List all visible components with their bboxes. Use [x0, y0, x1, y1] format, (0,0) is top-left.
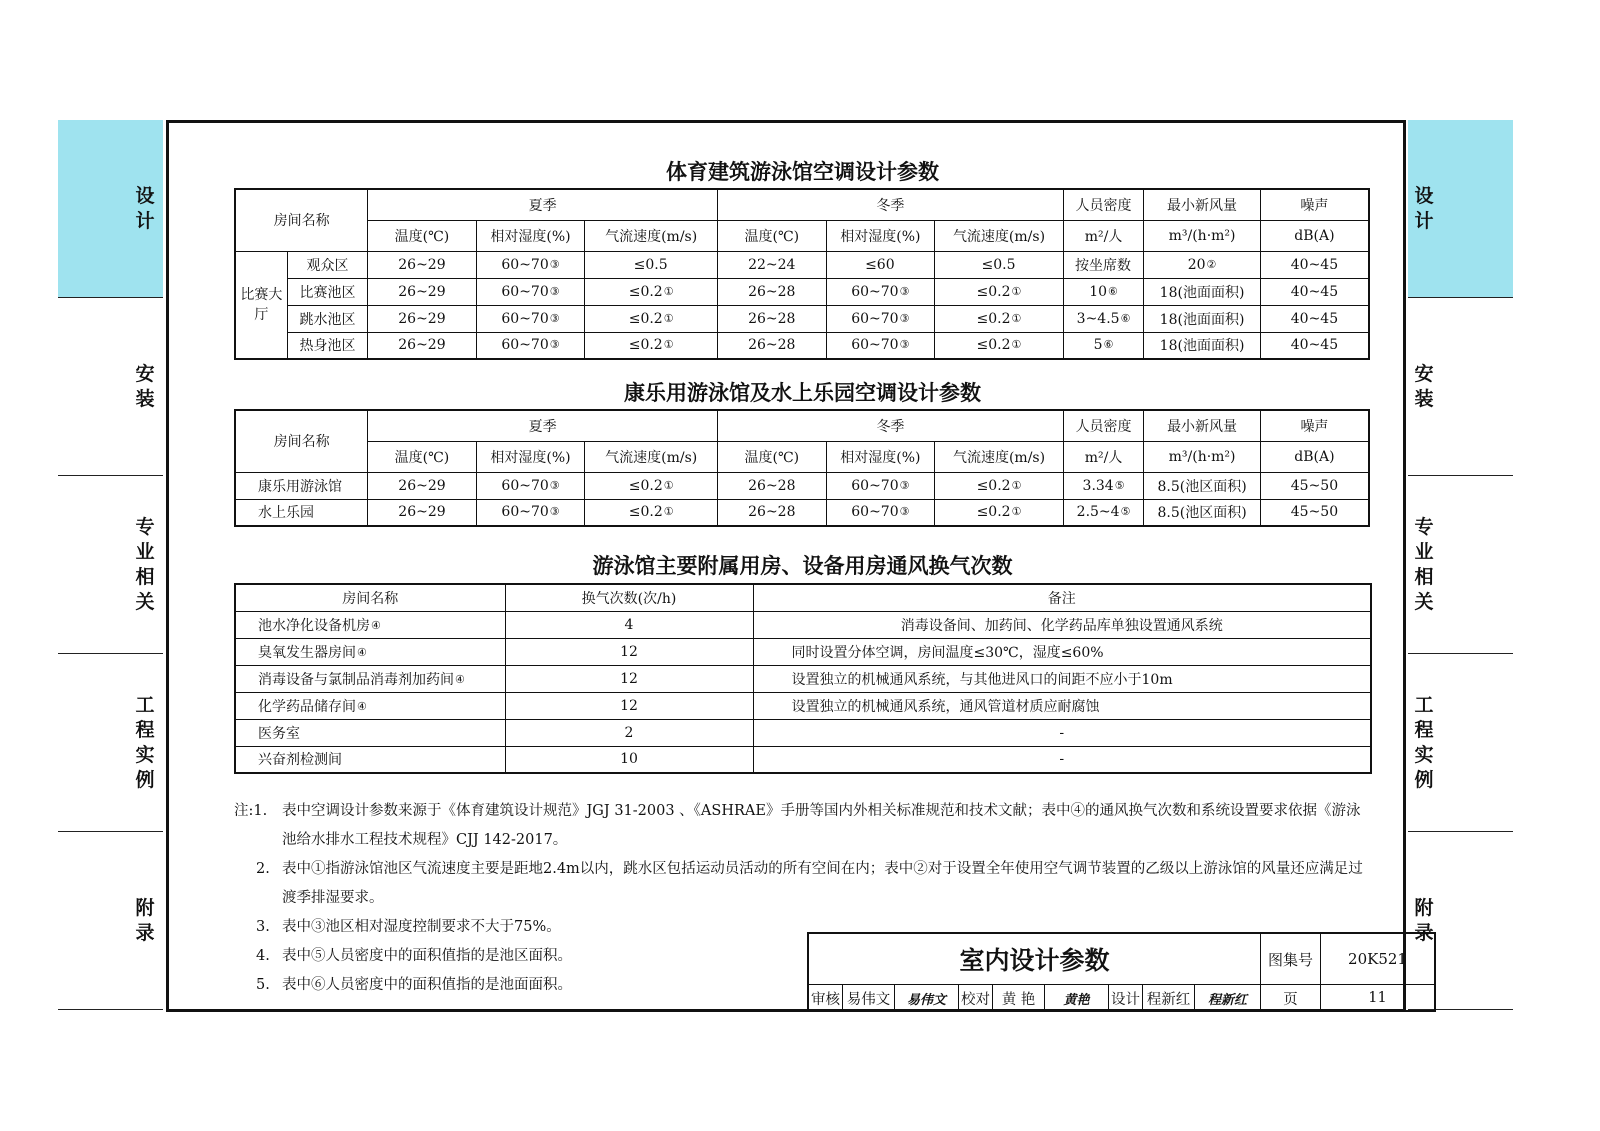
nav-section-design[interactable]	[1408, 120, 1513, 298]
room-name	[235, 746, 505, 773]
value: 60~70	[851, 504, 899, 521]
value: ≤0.2	[628, 283, 663, 300]
header-room-name: 房间名称	[235, 189, 368, 251]
table-row	[235, 638, 1371, 665]
value: 臭氧发生器房间	[258, 644, 356, 661]
nav-label: 专业相关	[135, 515, 155, 613]
header-room-name: 房间名称	[235, 410, 368, 472]
cell	[1063, 332, 1143, 359]
table-row	[235, 278, 1369, 305]
table-row	[235, 332, 1369, 359]
header-fresh-unit: m³/(h·m²)	[1144, 220, 1261, 251]
note-mark: ①	[1011, 478, 1022, 492]
value: 10	[1089, 283, 1108, 300]
table2-title: 康乐用游泳馆及水上乐园空调设计参数	[624, 381, 981, 405]
note-mark: ③	[899, 478, 910, 492]
cell	[1144, 499, 1261, 526]
cell: 45~50	[1260, 472, 1369, 499]
room-name	[235, 638, 505, 665]
room-name	[235, 692, 505, 719]
header-rh: 相对湿度(%)	[826, 441, 935, 472]
nav-label: 设计	[1414, 184, 1434, 232]
value: 池水净化设备机房	[258, 617, 370, 634]
cell: -	[753, 719, 1371, 746]
header-temp: 温度(℃)	[368, 441, 477, 472]
designer-name: 程新红	[1143, 984, 1195, 1012]
note-mark: ⑥	[1103, 338, 1114, 352]
header-density: 人员密度	[1063, 189, 1143, 220]
cell: 40~45	[1260, 305, 1369, 332]
cell: 26~29	[368, 472, 477, 499]
value-suffix: (池区面积)	[1179, 478, 1247, 495]
header-winter: 冬季	[718, 189, 1064, 220]
note-mark: ①	[663, 478, 674, 492]
note-number: 注:1.	[234, 803, 268, 819]
value: ≤0.2	[628, 310, 663, 327]
note-mark: ①	[1011, 338, 1022, 352]
cell	[1144, 472, 1261, 499]
room-name: 康乐用游泳馆	[235, 472, 368, 499]
value: ≤0.2	[976, 337, 1011, 354]
nav-label: 附录	[1414, 896, 1434, 944]
reviewer-name: 易伟文	[843, 984, 895, 1012]
header-speed: 气流速度(m/s)	[585, 441, 718, 472]
header-noise-unit: dB(A)	[1260, 441, 1369, 472]
check-label: 校对	[959, 984, 993, 1012]
cell: 45~50	[1260, 499, 1369, 526]
table-leisure-pool	[234, 409, 1370, 527]
room-name: 观众区	[287, 251, 367, 278]
value: ≤60	[865, 256, 895, 273]
value: 60~70	[501, 337, 549, 354]
note-mark: ①	[1011, 505, 1022, 519]
note-mark: ③	[549, 338, 560, 352]
note-item	[234, 855, 1374, 913]
header-speed: 气流速度(m/s)	[585, 220, 718, 251]
design-label: 设计	[1109, 984, 1143, 1012]
cell: 40~45	[1260, 251, 1369, 278]
value: ≤0.2	[628, 504, 663, 521]
header-rh: 相对湿度(%)	[476, 441, 585, 472]
header-noise: 噪声	[1260, 410, 1369, 441]
value: 3.34	[1082, 477, 1114, 494]
header-speed: 气流速度(m/s)	[935, 441, 1064, 472]
cell: 40~45	[1260, 332, 1369, 359]
value: ≤0.2	[628, 337, 663, 354]
cell	[476, 499, 585, 526]
header-air-change: 换气次数(次/h)	[505, 584, 753, 611]
cell	[826, 305, 935, 332]
cell	[935, 472, 1064, 499]
title-block-top-row	[809, 934, 1434, 985]
cell	[476, 251, 585, 278]
value: 8.5	[1157, 505, 1180, 522]
note-mark: ②	[1206, 257, 1217, 271]
cell: 26~29	[368, 332, 477, 359]
nav-label: 附录	[135, 896, 155, 944]
designer-signature: 程新红	[1195, 984, 1261, 1012]
room-name	[235, 611, 505, 638]
cell	[826, 499, 935, 526]
review-label: 审核	[809, 984, 843, 1012]
note-mark: ③	[549, 257, 560, 271]
page-number: 11	[1368, 990, 1387, 1006]
cell	[585, 332, 718, 359]
header-temp: 温度(℃)	[718, 220, 827, 251]
value: 60~70	[501, 310, 549, 327]
cell	[935, 251, 1064, 278]
value: 按坐席数	[1075, 257, 1132, 274]
note-number: 5.	[256, 977, 270, 993]
header-noise: 噪声	[1260, 189, 1369, 220]
nav-section-install[interactable]	[58, 298, 163, 476]
nav-label: 安装	[135, 362, 155, 410]
cell: 12	[505, 638, 753, 665]
room-name: 比赛池区	[287, 278, 367, 305]
nav-section-examples[interactable]	[1408, 654, 1513, 832]
value: ≤0.5	[633, 256, 668, 273]
cell	[935, 332, 1064, 359]
note-mark: ③	[549, 505, 560, 519]
table-row	[235, 719, 1371, 746]
cell: 消毒设备间、加药间、化学药品库单独设置通风系统	[753, 611, 1371, 638]
header-temp: 温度(℃)	[718, 441, 827, 472]
cell	[585, 305, 718, 332]
cell	[476, 472, 585, 499]
value: 化学药品储存间	[258, 698, 356, 715]
header-winter: 冬季	[718, 410, 1064, 441]
header-fresh-unit: m³/(h·m²)	[1144, 441, 1261, 472]
note-text: 表中⑤人员密度中的面积值指的是池区面积。	[282, 948, 572, 964]
table-row	[235, 746, 1371, 773]
value: 60~70	[851, 477, 899, 494]
note-mark: ①	[1011, 284, 1022, 298]
value: 18	[1159, 311, 1178, 328]
note-mark: ①	[663, 284, 674, 298]
note-mark: ③	[549, 311, 560, 325]
header-density: 人员密度	[1063, 410, 1143, 441]
header-fresh-air: 最小新风量	[1144, 410, 1261, 441]
nav-label: 设计	[135, 184, 155, 232]
cell	[935, 305, 1064, 332]
cell: 22~24	[718, 251, 827, 278]
note-mark: ③	[899, 311, 910, 325]
value: 60~70	[851, 310, 899, 327]
value: 60~70	[501, 504, 549, 521]
table-row	[235, 472, 1369, 499]
cell	[1144, 278, 1261, 305]
table-stadium-pool	[234, 188, 1370, 360]
cell	[476, 305, 585, 332]
note-mark: ⑤	[1114, 478, 1125, 492]
room-name: 水上乐园	[235, 499, 368, 526]
note-mark: ⑥	[1108, 284, 1118, 298]
nav-label: 安装	[1414, 362, 1434, 410]
note-mark: ③	[899, 284, 910, 298]
cell	[585, 278, 718, 305]
note-mark: ③	[899, 505, 910, 519]
note-mark: ④	[371, 618, 381, 632]
checker-signature: 黄艳	[1045, 984, 1109, 1012]
cell	[1063, 251, 1143, 278]
header-rh: 相对湿度(%)	[476, 220, 585, 251]
value: 8.5	[1157, 478, 1180, 495]
note-mark: ⑤	[1120, 505, 1131, 519]
table3-title: 游泳馆主要附属用房、设备用房通风换气次数	[592, 554, 1013, 578]
cell	[826, 332, 935, 359]
group-label: 比赛大厅	[235, 251, 287, 359]
cell	[826, 251, 935, 278]
note-mark: ⑥	[1120, 311, 1131, 325]
nav-section-examples[interactable]	[58, 654, 163, 832]
value: ≤0.2	[976, 504, 1011, 521]
value: 3~4.5	[1076, 310, 1120, 327]
room-name	[235, 665, 505, 692]
table-row	[235, 499, 1369, 526]
room-name: 跳水池区	[287, 305, 367, 332]
value: ≤0.2	[976, 283, 1011, 300]
cell: 设置独立的机械通风系统，通风管道材质应耐腐蚀	[753, 692, 1371, 719]
header-temp: 温度(℃)	[368, 220, 477, 251]
note-mark: ③	[549, 478, 560, 492]
cell	[826, 278, 935, 305]
cell: 26~29	[368, 305, 477, 332]
value: 60~70	[851, 283, 899, 300]
table-row	[235, 692, 1371, 719]
cell	[935, 278, 1064, 305]
header-rh: 相对湿度(%)	[826, 220, 935, 251]
room-name: 热身池区	[287, 332, 367, 359]
note-mark: ④	[357, 645, 367, 659]
note-number: 3.	[256, 919, 270, 935]
header-speed: 气流速度(m/s)	[935, 220, 1064, 251]
nav-section-install[interactable]	[1408, 298, 1513, 476]
value: ≤0.2	[976, 477, 1011, 494]
header-room-name: 房间名称	[235, 584, 505, 611]
note-mark: ④	[357, 699, 367, 713]
title-block-bottom-row	[809, 984, 1434, 1012]
cell	[585, 499, 718, 526]
note-text: 表中③池区相对湿度控制要求不大于75%。	[282, 919, 561, 935]
table-row	[235, 611, 1371, 638]
cell	[476, 332, 585, 359]
cell	[1144, 251, 1261, 278]
note-mark: ①	[663, 505, 674, 519]
header-remark: 备注	[753, 584, 1371, 611]
cell: 2	[505, 719, 753, 746]
cell: 同时设置分体空调，房间温度≤30℃，湿度≤60%	[753, 638, 1371, 665]
cell: -	[753, 746, 1371, 773]
atlas-number: 20K521	[1348, 950, 1407, 968]
cell: 26~28	[718, 499, 827, 526]
value: 5	[1093, 337, 1103, 354]
value-suffix: (池区面积)	[1179, 505, 1247, 522]
cell	[1063, 278, 1143, 305]
value-suffix: (池面面积)	[1177, 284, 1245, 301]
value: 18	[1159, 284, 1178, 301]
note-item	[234, 797, 1374, 855]
cell	[1144, 332, 1261, 359]
room-name	[235, 719, 505, 746]
cell: 设置独立的机械通风系统，与其他进风口的间距不应小于10m	[753, 665, 1371, 692]
value: 60~70	[501, 283, 549, 300]
cell: 10	[505, 746, 753, 773]
cell	[585, 472, 718, 499]
nav-label: 工程实例	[1414, 693, 1434, 791]
note-number: 4.	[256, 948, 270, 964]
cell: 26~28	[718, 472, 827, 499]
value: 20	[1187, 256, 1206, 273]
note-mark: ③	[549, 284, 560, 298]
cell: 26~28	[718, 305, 827, 332]
nav-section-related[interactable]	[1408, 476, 1513, 654]
note-mark: ④	[455, 672, 465, 686]
note-text: 表中⑥人员密度中的面积值指的是池面面积。	[282, 977, 572, 993]
title-block	[807, 932, 1436, 1012]
value: 18	[1159, 338, 1178, 355]
note-mark: ③	[899, 338, 910, 352]
note-text: 表中空调设计参数来源于《体育建筑设计规范》JGJ 31-2003 、《ASHRAE》手册等国内外相关标准规范和技术文献；表中④的通风换气次数和系统设置要求依据《游泳池给水排水工程技术规程》CJJ 142-2017。	[282, 803, 1361, 848]
value: 60~70	[501, 256, 549, 273]
cell	[1063, 499, 1143, 526]
cell: 26~29	[368, 499, 477, 526]
value: ≤0.5	[981, 256, 1016, 273]
value: 兴奋剂检测间	[258, 752, 342, 769]
header-summer: 夏季	[368, 189, 718, 220]
header-noise-unit: dB(A)	[1260, 220, 1369, 251]
cell: 12	[505, 692, 753, 719]
cell: 12	[505, 665, 753, 692]
cell	[1063, 305, 1143, 332]
header-density-unit: m²/人	[1063, 220, 1143, 251]
nav-section-appendix[interactable]	[58, 832, 163, 1010]
nav-section-design[interactable]	[58, 120, 163, 298]
atlas-label: 图集号	[1261, 934, 1321, 984]
table-ventilation	[234, 583, 1372, 774]
nav-label: 专业相关	[1414, 515, 1434, 613]
value: 医务室	[258, 725, 300, 742]
table-row	[235, 305, 1369, 332]
cell	[1144, 305, 1261, 332]
cell: 26~29	[368, 251, 477, 278]
table-row	[235, 665, 1371, 692]
note-number: 2.	[256, 861, 270, 877]
table-row	[235, 251, 1369, 278]
checker-name: 黄 艳	[993, 984, 1045, 1012]
value: ≤0.2	[976, 310, 1011, 327]
value-suffix: (池面面积)	[1177, 338, 1245, 355]
reviewer-signature: 易伟文	[895, 984, 959, 1012]
header-fresh-air: 最小新风量	[1144, 189, 1261, 220]
value: 60~70	[851, 337, 899, 354]
value-suffix: (池面面积)	[1177, 311, 1245, 328]
note-mark: ①	[663, 338, 674, 352]
cell	[935, 499, 1064, 526]
table1-title: 体育建筑游泳馆空调设计参数	[666, 160, 939, 184]
drawing-title: 室内设计参数	[809, 934, 1261, 984]
nav-section-related[interactable]	[58, 476, 163, 654]
cell	[826, 472, 935, 499]
cell: 4	[505, 611, 753, 638]
header-density-unit: m²/人	[1063, 441, 1143, 472]
cell	[585, 251, 718, 278]
cell	[1063, 472, 1143, 499]
page-label: 页	[1261, 984, 1321, 1012]
cell: 26~28	[718, 278, 827, 305]
value: ≤0.2	[628, 477, 663, 494]
value: 消毒设备与氯制品消毒剂加药间	[258, 671, 454, 688]
note-text: 表中①指游泳馆池区气流速度主要是距地2.4m以内，跳水区包括运动员活动的所有空间在内；表中②对于设置全年使用空气调节装置的乙级以上游泳馆的风量还应满足过渡季排湿要求。	[282, 861, 1363, 906]
note-mark: ①	[1011, 311, 1022, 325]
header-summer: 夏季	[368, 410, 718, 441]
value: 2.5~4	[1076, 504, 1120, 521]
cell	[476, 278, 585, 305]
cell: 26~28	[718, 332, 827, 359]
value: 60~70	[501, 477, 549, 494]
cell: 26~29	[368, 278, 477, 305]
cell: 40~45	[1260, 278, 1369, 305]
nav-label: 工程实例	[135, 693, 155, 791]
note-mark: ①	[663, 311, 674, 325]
